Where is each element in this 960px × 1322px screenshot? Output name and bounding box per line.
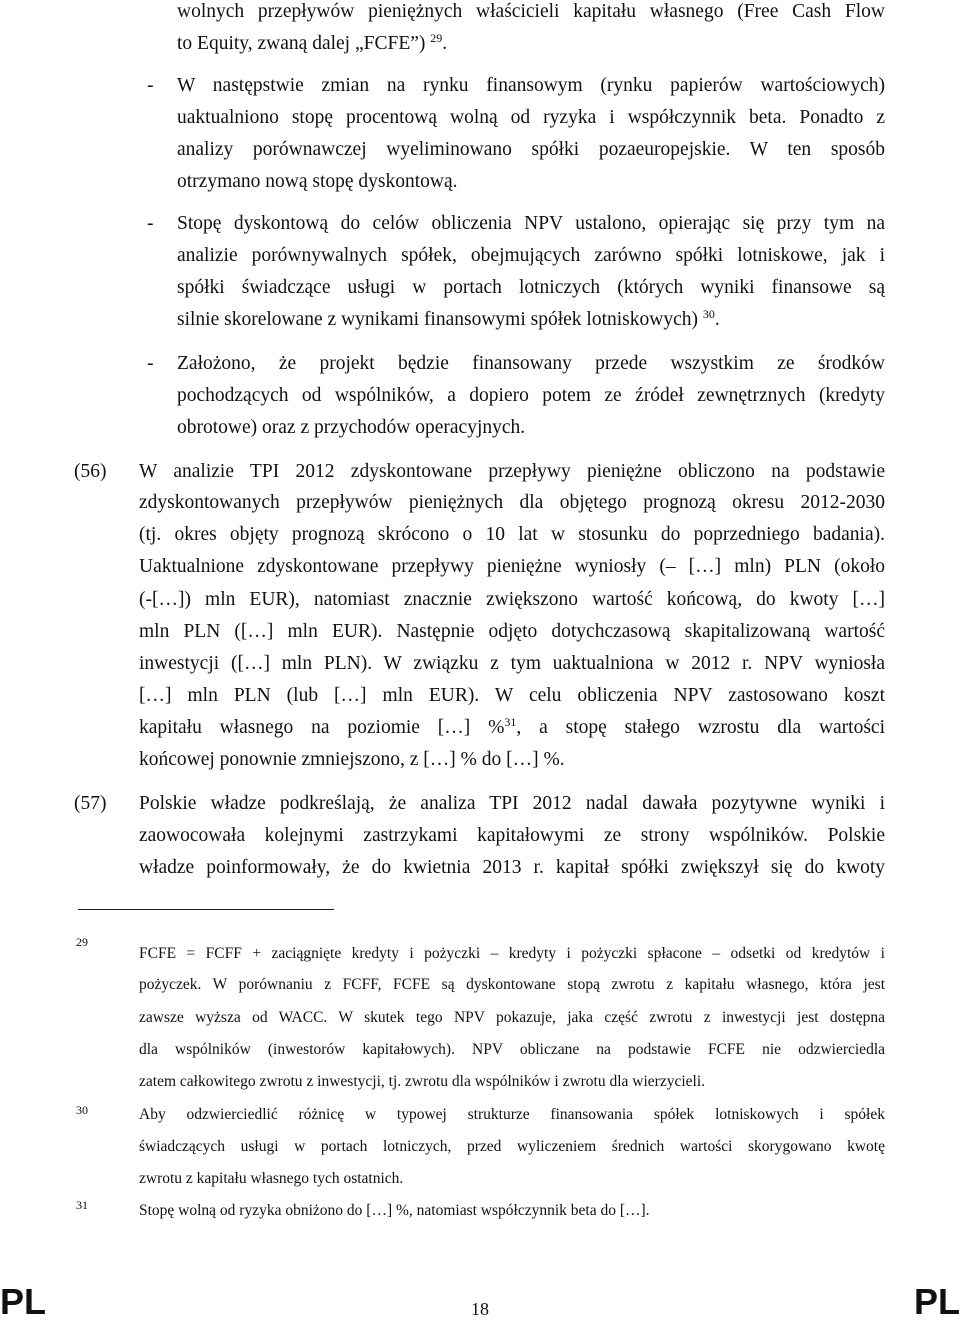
- page-number: 18: [471, 1299, 489, 1319]
- bullet-dash: -: [147, 353, 154, 374]
- footnote-line: Aby odzwierciedlić różnicę w typowej strukturze finansowania spółek lotniskowych i spółek: [139, 1106, 885, 1123]
- footnote-line: Stopę wolną od ryzyka obniżono do […] %, natomiast współczynnik beta do […].: [139, 1202, 650, 1219]
- text-line: W następstwie zmian na rynku finansowym (rynku papierów wartościowych): [177, 75, 885, 96]
- footnote-number: 29: [76, 935, 88, 949]
- bullet-dash: -: [147, 213, 154, 234]
- footnote-separator: [78, 909, 334, 910]
- text-line: wolnych przepływów pieniężnych właścicieli kapitału własnego (Free Cash Flow: [177, 1, 885, 22]
- footnote-line: pożyczek. W porównaniu z FCFF, FCFE są dyskontowane stopą zwrotu z kapitału własnego, która jest: [139, 976, 885, 993]
- text-line: silnie skorelowane z wynikami finansowymi spółek lotniskowych) $^{30}$.: [177, 307, 720, 330]
- text-line: spółki świadczące usługi w portach lotniczych (których wyniki finansowe są: [177, 277, 885, 298]
- text-line: otrzymano nową stopę dyskontową.: [177, 171, 458, 192]
- text-line: (-[…]) mln EUR), natomiast znacznie zwiększono wartość końcową, do kwoty […]: [139, 589, 885, 610]
- footnote-number: 31: [76, 1198, 88, 1212]
- paragraph-number: (56): [74, 461, 107, 482]
- footnote-line: dla wspólników (inwestorów kapitałowych). NPV obliczane na podstawie FCFE nie odzwierciedla: [139, 1041, 885, 1058]
- footnote-ref[interactable]: 29: [430, 31, 443, 45]
- text-line: Założono, że projekt będzie finansowany przede wszystkim ze środków: [177, 353, 885, 374]
- text-line: (tj. okres objęty prognozą skrócono o 10 lat w stosunku do poprzedniego badania).: [139, 524, 885, 545]
- text-line: uaktualniono stopę procentową wolną od ryzyka i współczynnik beta. Ponadto z: [177, 107, 885, 128]
- text-line: to Equity, zwaną dalej „FCFE”) $^{29}$.: [177, 31, 448, 54]
- text-line: mln PLN ([…] mln EUR). Następnie odjęto dotychczasową skapitalizowaną wartość: [139, 621, 885, 642]
- paragraph-number: (57): [74, 793, 107, 814]
- language-code-left: PL: [0, 1281, 47, 1322]
- text-line: […] mln PLN (lub […] mln EUR). W celu obliczenia NPV zastosowano koszt: [139, 685, 885, 706]
- footnote-line: świadczących usługi w portach lotniczych, przed wyliczeniem średnich wartości skorygowano kwotę: [139, 1138, 885, 1155]
- text-line: władze poinformowały, że do kwietnia 2013 r. kapitał spółki zwiększył się do kwoty: [139, 857, 885, 878]
- text-line: W analizie TPI 2012 zdyskontowane przepływy pieniężne obliczono na podstawie: [139, 461, 885, 482]
- text-line: końcowej ponownie zmniejszono, z […] % do […] %.: [139, 749, 565, 770]
- language-code-right: PL: [913, 1281, 960, 1322]
- text-line: analizy porównawczej wyeliminowano spółki pozaeuropejskie. W ten sposób: [177, 139, 885, 160]
- footnote-line: zawsze wyższa od WACC. W skutek tego NPV pokazuje, jaka część zwrotu z inwestycji jest dostępna: [139, 1009, 885, 1026]
- text-line: pochodzących od wspólników, a dopiero potem ze źródeł zewnętrznych (kredyty: [177, 385, 885, 406]
- footnote-line: zwrotu z kapitału własnego tych ostatnich.: [139, 1170, 404, 1187]
- footnote-ref[interactable]: 31: [504, 715, 517, 729]
- bullet-dash: -: [147, 75, 154, 96]
- text-line: zdyskontowanych przepływów pieniężnych dla objętego prognozą okresu 2012-2030: [139, 492, 885, 513]
- footnote-number: 30: [76, 1103, 88, 1117]
- text-line: analizie porównywalnych spółek, obejmujących zarówno spółki lotniskowe, jak i: [177, 245, 885, 266]
- text-line: kapitału własnego na poziomie […] %$^{31}$, a stopę stałego wzrostu dla wartości: [139, 715, 885, 738]
- text-line: inwestycji ([…] mln PLN). W związku z tym uaktualniona w 2012 r. NPV wyniosła: [139, 653, 885, 674]
- text-line: zaowocowała kolejnymi zastrzykami kapitałowymi ze strony wspólników. Polskie: [139, 825, 885, 846]
- text-line: Stopę dyskontową do celów obliczenia NPV ustalono, opierając się przy tym na: [177, 213, 885, 234]
- text-line: Uaktualnione zdyskontowane przepływy pieniężne wyniosły (– […] mln) PLN (około: [139, 556, 885, 577]
- text-line: Polskie władze podkreślają, że analiza TPI 2012 nadal dawała pozytywne wyniki i: [139, 793, 885, 814]
- footnote-line: FCFE = FCFF + zaciągnięte kredyty i pożyczki – kredyty i pożyczki spłacone – odsetki od kredytów i: [139, 945, 885, 962]
- footnote-ref[interactable]: 30: [702, 307, 715, 321]
- text-line: obrotowe) oraz z przychodów operacyjnych.: [177, 417, 526, 438]
- footnote-line: zatem całkowitego zwrotu z inwestycji, tj. zwrotu dla wspólników i zwrotu dla wierzycieli.: [139, 1073, 706, 1090]
